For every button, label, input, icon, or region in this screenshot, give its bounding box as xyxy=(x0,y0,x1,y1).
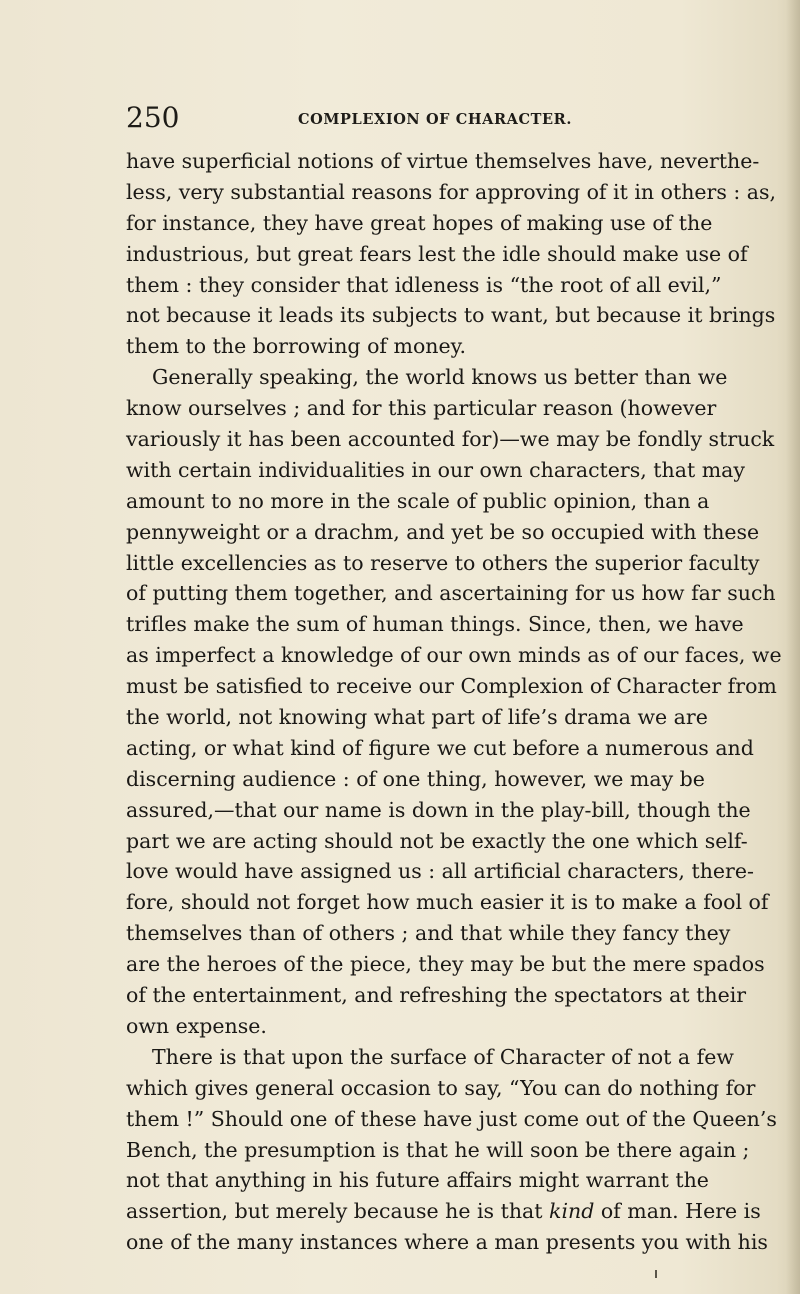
text-line: acting, or what kind of figure we cut before a numerous and xyxy=(126,735,754,760)
text-line: own expense. xyxy=(126,1013,267,1038)
text-segment: assertion, but merely because he is that xyxy=(126,1199,543,1224)
text-line: Generally speaking, the world knows us better than we xyxy=(152,365,728,390)
text-line: which gives general occasion to say, “You can do nothing for xyxy=(126,1075,756,1100)
text-line: not because it leads its subjects to want, but because it brings xyxy=(126,303,776,328)
text-line: less, very substantial reasons for approving of it in others : as, xyxy=(126,179,777,204)
text-line: trifles make the sum of human things. Since, then, we have xyxy=(126,612,744,637)
text-line: one of the many instances where a man presents you with his xyxy=(126,1230,768,1255)
text-line: them !” Should one of these have just come out of the Queen’s xyxy=(126,1106,777,1131)
page-edge-shadow xyxy=(786,0,800,1294)
text-line: for instance, they have great hopes of making use of the xyxy=(126,210,713,235)
text-segment: of man. Here is xyxy=(594,1199,761,1224)
text-line: are the heroes of the piece, they may be but the mere spados xyxy=(126,952,765,977)
page-header xyxy=(126,100,686,140)
text-line: themselves than of others ; and that while they fancy they xyxy=(126,921,731,946)
text-line: of the entertainment, and refreshing the spectators at their xyxy=(126,983,747,1008)
text-line: fore, should not forget how much easier it is to make a fool of xyxy=(126,890,769,915)
stray-ink-mark xyxy=(655,1270,657,1278)
text-line: know ourselves ; and for this particular reason (however xyxy=(126,396,717,421)
running-head: COMPLEXION OF CHARACTER. xyxy=(298,111,572,128)
text-line: There is that upon the surface of Character of not a few xyxy=(152,1044,734,1069)
text-line: the world, not knowing what part of life’s drama we are xyxy=(126,705,708,730)
text-line: variously it has been accounted for)—we may be fondly struck xyxy=(126,427,775,452)
text-line: part we are acting should not be exactly the one which self- xyxy=(126,828,748,853)
text-line: have superficial notions of virtue themselves have, neverthe- xyxy=(126,149,760,173)
text-line: amount to no more in the scale of public opinion, than a xyxy=(126,488,710,513)
text-line xyxy=(126,1196,761,1227)
page-number: 250 xyxy=(126,101,180,134)
text-line: them : they consider that idleness is “the root of all evil,” xyxy=(126,272,722,297)
text-line: pennyweight or a drachm, and yet be so occupied with these xyxy=(126,519,760,544)
text-line: discerning audience : of one thing, however, we may be xyxy=(126,766,705,791)
text-line: must be satisfied to receive our Complexion of Character from xyxy=(126,674,777,699)
text-line: assured,—that our name is down in the play-bill, though the xyxy=(126,797,751,822)
text-line: with certain individualities in our own characters, that may xyxy=(126,457,745,482)
italic-word: kind xyxy=(549,1199,595,1224)
text-line: industrious, but great fears lest the idle should make use of xyxy=(126,241,748,266)
text-line: as imperfect a knowledge of our own minds as of our faces, we xyxy=(126,643,782,668)
text-line: love would have assigned us : all artificial characters, there- xyxy=(126,859,754,884)
body-text xyxy=(126,146,782,1258)
text-line: Bench, the presumption is that he will soon be there again ; xyxy=(126,1137,750,1162)
text-line: of putting them together, and ascertaining for us how far such xyxy=(126,581,776,606)
text-line: them to the borrowing of money. xyxy=(126,334,467,359)
text-line: not that anything in his future affairs might warrant the xyxy=(126,1168,709,1193)
text-line: little excellencies as to reserve to others the superior faculty xyxy=(126,550,760,575)
